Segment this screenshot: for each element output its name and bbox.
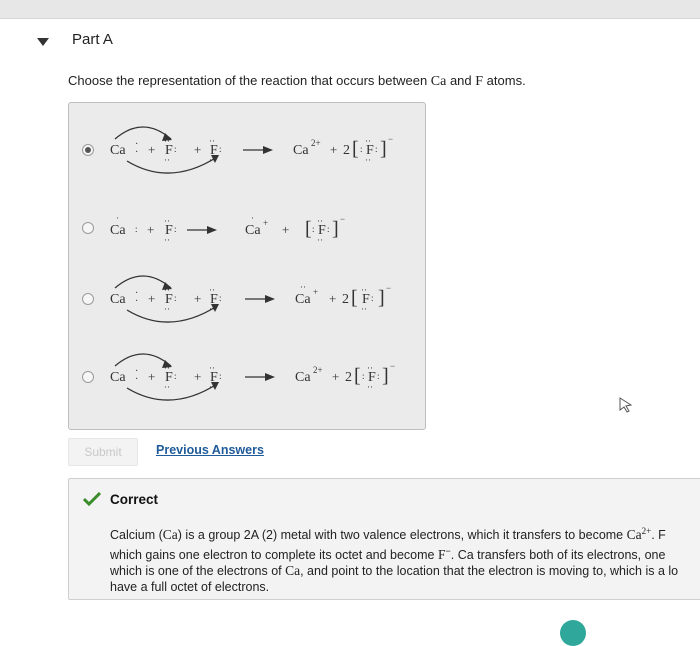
svg-text:··: ··	[209, 382, 215, 392]
svg-text:··: ··	[365, 136, 371, 146]
svg-text::: :	[174, 224, 177, 234]
svg-text:+: +	[194, 369, 202, 384]
top-bar	[0, 0, 700, 18]
answer-option-4[interactable]	[69, 341, 425, 411]
previous-answers-link[interactable]: Previous Answers	[156, 443, 264, 457]
svg-text:2+: 2+	[313, 365, 323, 375]
svg-text:··: ··	[209, 155, 215, 165]
answer-option-3[interactable]	[69, 261, 425, 331]
svg-text::: :	[219, 144, 222, 154]
svg-text:F: F	[165, 292, 173, 307]
svg-text:··: ··	[361, 304, 367, 314]
svg-text:+: +	[194, 142, 202, 157]
svg-text:[: [	[354, 365, 361, 387]
svg-text:Ca: Ca	[110, 143, 126, 158]
svg-text:2: 2	[345, 370, 352, 385]
svg-text:[: [	[352, 138, 359, 160]
svg-text::: :	[362, 371, 365, 381]
svg-text:F: F	[165, 143, 173, 158]
svg-text:··: ··	[209, 285, 215, 295]
mouse-cursor-icon	[619, 397, 633, 413]
svg-text:Ca: Ca	[110, 292, 126, 307]
svg-text:Ca: Ca	[110, 223, 126, 238]
answer-options-panel	[68, 102, 426, 430]
answer-option-2[interactable]	[69, 195, 425, 265]
svg-text:F: F	[210, 292, 218, 307]
svg-text:F: F	[165, 370, 173, 385]
svg-text:··: ··	[209, 363, 215, 373]
svg-text:+: +	[329, 291, 337, 306]
svg-text:F: F	[165, 223, 173, 238]
feedback-title: Correct	[110, 492, 159, 507]
svg-text:··: ··	[317, 235, 323, 245]
svg-text:··: ··	[164, 216, 170, 226]
svg-text:−: −	[388, 134, 394, 144]
svg-text:··: ··	[300, 282, 306, 292]
answer-option-1[interactable]	[69, 115, 425, 185]
radio-button-option-1[interactable]	[82, 144, 94, 156]
svg-text:··: ··	[209, 304, 215, 314]
svg-text:2+: 2+	[311, 138, 321, 148]
svg-text::: :	[371, 293, 374, 303]
svg-text:F: F	[368, 370, 376, 385]
svg-text:+: +	[282, 222, 290, 237]
svg-text:··: ··	[365, 155, 371, 165]
svg-text:·: ·	[135, 288, 139, 299]
svg-text:··: ··	[164, 155, 170, 165]
reaction-equation-option-4	[105, 341, 425, 411]
svg-text:−: −	[386, 283, 392, 293]
svg-text:F: F	[210, 143, 218, 158]
svg-text:F: F	[366, 143, 374, 158]
svg-text:··: ··	[317, 216, 323, 226]
svg-text:Ca: Ca	[295, 292, 311, 307]
svg-text::: :	[327, 224, 330, 234]
svg-text:Ca: Ca	[245, 223, 261, 238]
help-button[interactable]	[560, 620, 586, 646]
svg-text:·: ·	[135, 366, 139, 377]
reaction-equation-option-1	[105, 115, 425, 185]
feedback-text: Calcium (Ca) is a group 2A (2) metal with two valence electrons, which it transfers to become $Ca^{2+}$. F which gains one electron to complete its octet and become F−. Ca transfers both of its electrons, one which is one of the electrons of Ca, and point to the location that the electron is moving to, which is a lo have a full octet of electrons.	[110, 526, 679, 594]
svg-text:··: ··	[209, 136, 215, 146]
svg-text:Ca: Ca	[110, 370, 126, 385]
svg-text:··: ··	[164, 235, 170, 245]
svg-text:··: ··	[367, 382, 373, 392]
svg-text::: :	[135, 224, 138, 234]
collapse-triangle-icon[interactable]	[36, 36, 50, 48]
svg-text:]: ]	[382, 365, 389, 387]
svg-text:]: ]	[378, 287, 385, 309]
check-icon	[83, 492, 101, 506]
svg-text:··: ··	[164, 136, 170, 146]
reaction-equation-option-3	[105, 261, 425, 331]
svg-text:F: F	[362, 292, 370, 307]
svg-text:··: ··	[164, 285, 170, 295]
svg-text:[: [	[305, 218, 312, 240]
svg-text:F: F	[318, 223, 326, 238]
svg-text:+: +	[148, 142, 156, 157]
svg-text:+: +	[313, 287, 319, 297]
radio-button-option-4[interactable]	[82, 371, 94, 383]
svg-text:··: ··	[361, 285, 367, 295]
svg-text:··: ··	[367, 363, 373, 373]
svg-text:]: ]	[332, 218, 339, 240]
svg-text:·: ·	[135, 374, 139, 385]
svg-text:·: ·	[251, 213, 254, 223]
svg-text::: :	[174, 144, 177, 154]
svg-text:2: 2	[343, 143, 350, 158]
svg-text::: :	[174, 293, 177, 303]
svg-text:+: +	[330, 142, 338, 157]
svg-text:[: [	[351, 287, 358, 309]
svg-text:F: F	[210, 370, 218, 385]
svg-text:Ca: Ca	[293, 143, 309, 158]
svg-text:Ca: Ca	[295, 370, 311, 385]
feedback-panel	[68, 478, 700, 600]
svg-text::: :	[360, 144, 363, 154]
svg-text:··: ··	[164, 382, 170, 392]
svg-text:·: ·	[135, 139, 139, 150]
svg-text::: :	[219, 293, 222, 303]
svg-text:+: +	[263, 218, 269, 228]
divider	[0, 18, 700, 19]
svg-text:+: +	[147, 222, 155, 237]
svg-text:+: +	[194, 291, 202, 306]
svg-text::: :	[219, 371, 222, 381]
svg-text::: :	[312, 224, 315, 234]
svg-text:−: −	[390, 361, 396, 371]
svg-text:−: −	[340, 214, 346, 224]
svg-text:·: ·	[116, 213, 119, 223]
svg-text:+: +	[332, 369, 340, 384]
question-text: Choose the representation of the reaction that occurs between Ca and F atoms.	[68, 73, 526, 89]
svg-text::: :	[375, 144, 378, 154]
svg-text:··: ··	[164, 363, 170, 373]
svg-text:··: ··	[164, 304, 170, 314]
svg-text:·: ·	[135, 147, 139, 158]
svg-text:+: +	[148, 369, 156, 384]
radio-button-option-3[interactable]	[82, 293, 94, 305]
radio-button-option-2[interactable]	[82, 222, 94, 234]
svg-text:]: ]	[380, 138, 387, 160]
svg-text:2: 2	[342, 292, 349, 307]
reaction-equation-option-2	[105, 195, 425, 265]
svg-text::: :	[174, 371, 177, 381]
svg-text:·: ·	[135, 296, 139, 307]
submit-button[interactable]: Submit	[68, 438, 138, 466]
svg-text:+: +	[148, 291, 156, 306]
part-title: Part A	[72, 31, 113, 48]
svg-text::: :	[377, 371, 380, 381]
